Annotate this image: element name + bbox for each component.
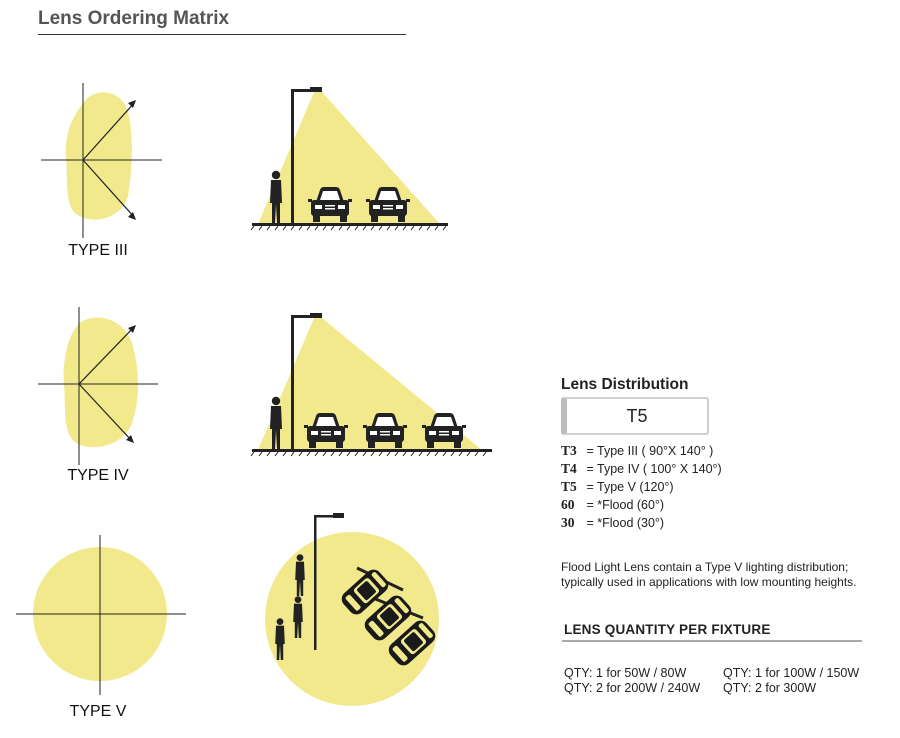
- lens-option-desc: = Type III ( 90°X 140° ): [586, 444, 714, 458]
- lens-option-code: T4: [561, 461, 577, 476]
- lens-option-t3: [561, 442, 722, 460]
- lens-option-t4: [561, 460, 722, 478]
- type-v-parking-scene: [255, 508, 455, 706]
- qty-item: QTY: 1 for 100W / 150W: [723, 666, 860, 680]
- lens-quantity-heading: LENS QUANTITY PER FIXTURE: [564, 622, 771, 637]
- lens-option-desc: = Type V (120°): [586, 480, 674, 494]
- lens-distribution-heading: Lens Distribution: [561, 376, 689, 393]
- flood-note-line-2: typically used in applications with low mounting heights.: [561, 575, 857, 589]
- flood-note-line-1: Flood Light Lens contain a Type V lighting distribution;: [561, 560, 849, 574]
- qty-item: QTY: 2 for 300W: [723, 681, 817, 695]
- flood-lens-note: [561, 560, 891, 590]
- lens-option-desc: = *Flood (30°): [586, 516, 665, 530]
- lens-option-code: 60: [561, 497, 575, 512]
- lens-option-desc: = *Flood (60°): [586, 498, 665, 512]
- qty-item: QTY: 2 for 200W / 240W: [564, 681, 701, 695]
- type-v-distribution-diagram: [14, 533, 189, 698]
- lens-option-code: T5: [561, 479, 577, 494]
- lens-options-list: [561, 442, 722, 532]
- type-iii-distribution-diagram: [36, 78, 171, 243]
- lens-option-code: T3: [561, 443, 577, 458]
- lens-option-60: [561, 496, 722, 514]
- lens-option-30: [561, 514, 722, 532]
- type-v-label: TYPE V: [69, 703, 127, 720]
- title-divider: [38, 34, 406, 35]
- lens-option-t5: [561, 478, 722, 496]
- type-iv-distribution-diagram: [32, 303, 167, 468]
- page-title: Lens Ordering Matrix: [38, 8, 230, 29]
- type-iii-label: TYPE III: [68, 242, 128, 259]
- lens-quantity-divider: [562, 640, 862, 642]
- type-iii-street-scene: [250, 82, 455, 234]
- qty-item: QTY: 1 for 50W / 80W: [564, 666, 687, 680]
- lens-distribution-selector[interactable]: T5: [561, 397, 709, 435]
- lens-option-desc: = Type IV ( 100° X 140°): [586, 462, 722, 476]
- type-iv-street-scene: [250, 308, 498, 460]
- type-iv-label: TYPE IV: [67, 467, 129, 484]
- lens-option-code: 30: [561, 515, 575, 530]
